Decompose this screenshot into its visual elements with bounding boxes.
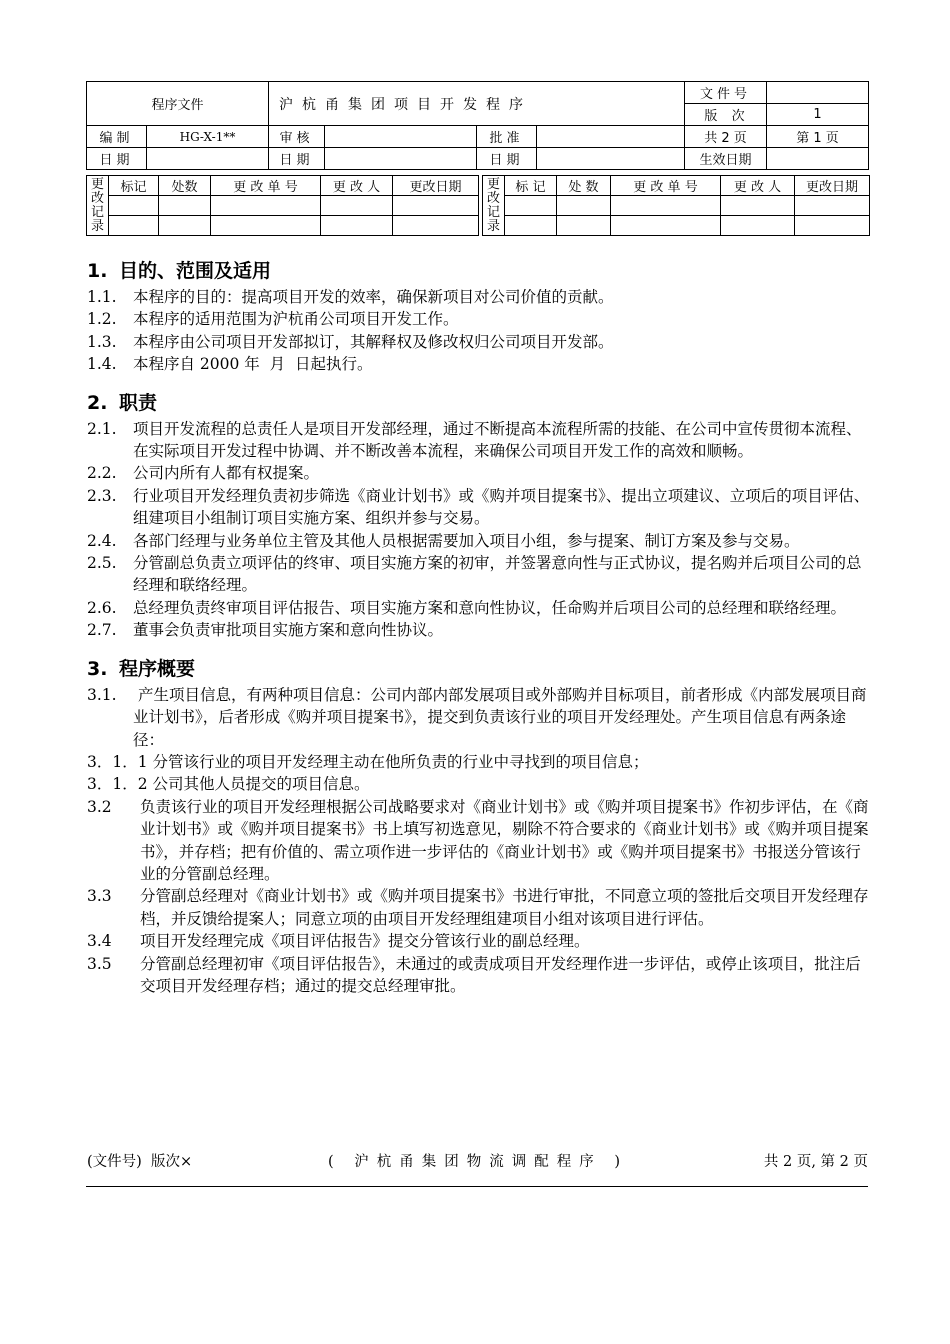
file-no-label: 文件号 <box>685 82 767 104</box>
col-changer: 更 改 人 <box>721 176 795 196</box>
item-text: 本程序自 2000 年 月 日起执行。 <box>133 355 373 374</box>
list-item <box>87 619 872 641</box>
date-label: 日期 <box>87 148 147 170</box>
approve-date-value <box>537 148 685 170</box>
table-row <box>483 216 870 236</box>
item-text: 公司内所有人都有权提案。 <box>133 464 320 483</box>
item-text: 本程序的目的：提高项目开发的效率，确保新项目对公司价值的贡献。 <box>133 288 614 306</box>
col-change-no: 更 改 单 号 <box>211 176 321 196</box>
col-mark: 标 记 <box>505 176 557 196</box>
compile-label: 编制 <box>87 126 147 148</box>
section-number: 3. <box>87 657 108 680</box>
item-text: 董事会负责审批项目实施方案和意向性协议。 <box>133 621 444 640</box>
list-item <box>87 308 872 330</box>
item-number: 3.5 <box>87 954 112 973</box>
list-item <box>87 418 872 463</box>
col-count: 处数 <box>159 176 211 196</box>
item-number: 3.4 <box>87 932 112 951</box>
compile-value: HG-X-1** <box>147 126 269 148</box>
item-number: 2.7. <box>87 621 117 640</box>
table-row <box>87 216 479 236</box>
item-number: 2.5. <box>87 554 117 573</box>
item-text: 分管副总经理初审《项目评估报告》，未通过的或责成项目开发经理作进一步评估，或停止该项目，批注后交项目开发经理存档；通过的提交总经理审批。 <box>140 954 861 995</box>
footer-file-info: (文件号) 版次× <box>87 1154 193 1170</box>
item-number: 1.3. <box>87 332 117 351</box>
item-text: 产生项目信息，有两种项目信息：公司内部内部发展项目或外部购并目标项目，前者形成《内部发展项目商业计划书》，后者形成《购并项目提案书》，提交到负责该行业的项目开发经理处。产生项目信息有两条途径： <box>133 685 867 749</box>
col-count: 处 数 <box>557 176 611 196</box>
doc-title: 沪杭甬集团项目开发程序 <box>269 82 685 126</box>
item-number: 2.3. <box>87 486 117 505</box>
section-title: 职责 <box>119 391 158 414</box>
item-number: 2.4. <box>87 531 117 550</box>
item-number: 2.6. <box>87 598 117 617</box>
list-item <box>87 462 872 484</box>
footer-page-info: 共 2 页, 第 2 页 <box>763 1154 868 1170</box>
item-number: 1.2. <box>87 310 117 329</box>
item-text: 本程序由公司项目开发部拟订，其解释权及修改权归公司项目开发部。 <box>133 332 614 351</box>
item-text: 项目开发流程的总责任人是项目开发部经理，通过不断提高本流程所需的技能、在公司中宣传贯彻本流程、在实际项目开发过程中协调、并不断改善本流程，来确保公司项目开发工作的高效和顺畅。 <box>133 419 862 461</box>
version-value: 1 <box>767 104 869 126</box>
item-number: 3.2 <box>87 797 112 816</box>
item-number: 2.2. <box>87 464 117 483</box>
item-number: 1.1. <box>87 288 117 306</box>
item-text: 行业项目开发经理负责初步筛选《商业计划书》或《购并项目提案书》、提出立项建议、立项后的项目评估、组建项目小组制订项目实施方案、组织并参与交易。 <box>133 486 870 528</box>
section-number: 2. <box>87 391 108 414</box>
item-text: 3．1．2 公司其他人员提交的项目信息。 <box>87 775 370 794</box>
item-text: 总经理负责终审项目评估报告、项目实施方案和意向性协议，任命购并后项目公司的总经理和联络经理。 <box>133 598 847 617</box>
approve-date-label: 日期 <box>477 148 537 170</box>
page-footer <box>87 1150 868 1171</box>
effective-date-label: 生效日期 <box>685 148 767 170</box>
effective-date-value <box>767 148 869 170</box>
version-label: 版 次 <box>685 104 767 126</box>
footer-program-name: ( 沪杭甬集团物流调配程序 ) <box>328 1154 629 1170</box>
list-item <box>87 953 872 998</box>
list-item <box>87 597 872 619</box>
col-change-no: 更 改 单 号 <box>611 176 721 196</box>
section-heading <box>87 656 872 682</box>
table-row <box>483 196 870 216</box>
list-item <box>87 530 872 552</box>
footer-rule <box>86 1186 868 1187</box>
item-number: 3.1. <box>87 685 117 704</box>
section-heading <box>87 390 872 416</box>
list-item <box>87 751 872 773</box>
item-text: 分管副总经理对《商业计划书》或《购并项目提案书》书进行审批，不同意立项的签批后交项目开发经理存档，并反馈给提案人；同意立项的由项目开发经理组建项目小组对该项目进行评估。 <box>140 887 869 928</box>
change-record-label: 更改记录 <box>483 176 505 236</box>
table-row <box>87 196 479 216</box>
list-item <box>87 353 872 375</box>
item-number: 3.3 <box>87 887 112 906</box>
date-value <box>147 148 269 170</box>
col-change-date: 更改日期 <box>393 176 479 196</box>
change-record-label: 更改记录 <box>87 176 109 236</box>
section-number: 1. <box>87 260 108 282</box>
review-label: 审核 <box>269 126 325 148</box>
list-item <box>87 485 872 530</box>
page-number: 第 1 页 <box>767 126 869 148</box>
list-item <box>87 930 872 952</box>
review-date-label: 日期 <box>269 148 325 170</box>
list-item <box>87 331 872 353</box>
list-item <box>87 773 872 795</box>
approve-value <box>537 126 685 148</box>
approve-label: 批准 <box>477 126 537 148</box>
section-heading <box>87 258 872 284</box>
list-item <box>87 796 872 886</box>
item-text: 3．1．1 分管该行业的项目开发经理主动在他所负责的行业中寻找到的项目信息； <box>87 752 649 771</box>
review-date-value <box>325 148 477 170</box>
item-text: 项目开发经理完成《项目评估报告》提交分管该行业的副总经理。 <box>140 932 590 951</box>
list-item <box>87 286 872 308</box>
review-value <box>325 126 477 148</box>
item-number: 1.4. <box>87 355 117 374</box>
item-number: 2.1. <box>87 419 117 438</box>
document-body <box>87 258 872 997</box>
col-mark: 标记 <box>109 176 159 196</box>
total-pages: 共 2 页 <box>685 126 767 148</box>
list-item <box>87 885 872 930</box>
section-title: 程序概要 <box>119 657 196 680</box>
list-item <box>87 552 872 597</box>
col-change-date: 更改日期 <box>795 176 870 196</box>
change-record-right <box>482 175 870 236</box>
section-title: 目的、范围及适用 <box>119 260 272 282</box>
change-record-left <box>86 175 479 236</box>
list-item <box>87 684 872 751</box>
item-text: 本程序的适用范围为沪杭甬公司项目开发工作。 <box>133 310 459 329</box>
file-no-value <box>767 82 869 104</box>
header-table <box>86 81 869 170</box>
doc-type: 程序文件 <box>87 82 269 126</box>
col-changer: 更 改 人 <box>321 176 393 196</box>
item-text: 负责该行业的项目开发经理根据公司战略要求对《商业计划书》或《购并项目提案书》作初步评估，在《商业计划书》或《购并项目提案书》书上填写初选意见，剔除不符合要求的《商业计划书》或《购并项目提案书》，并存档；把有价值的、需立项作进一步评估的《商业计划书》或《购并项目提案书》书报送分管该行业的分管副总经理。 <box>140 797 869 883</box>
item-text: 各部门经理与业务单位主管及其他人员根据需要加入项目小组，参与提案、制订方案及参与交易。 <box>133 531 800 550</box>
item-text: 分管副总负责立项评估的终审、项目实施方案的初审，并签署意向性与正式协议，提名购并后项目公司的总经理和联络经理。 <box>133 554 862 595</box>
